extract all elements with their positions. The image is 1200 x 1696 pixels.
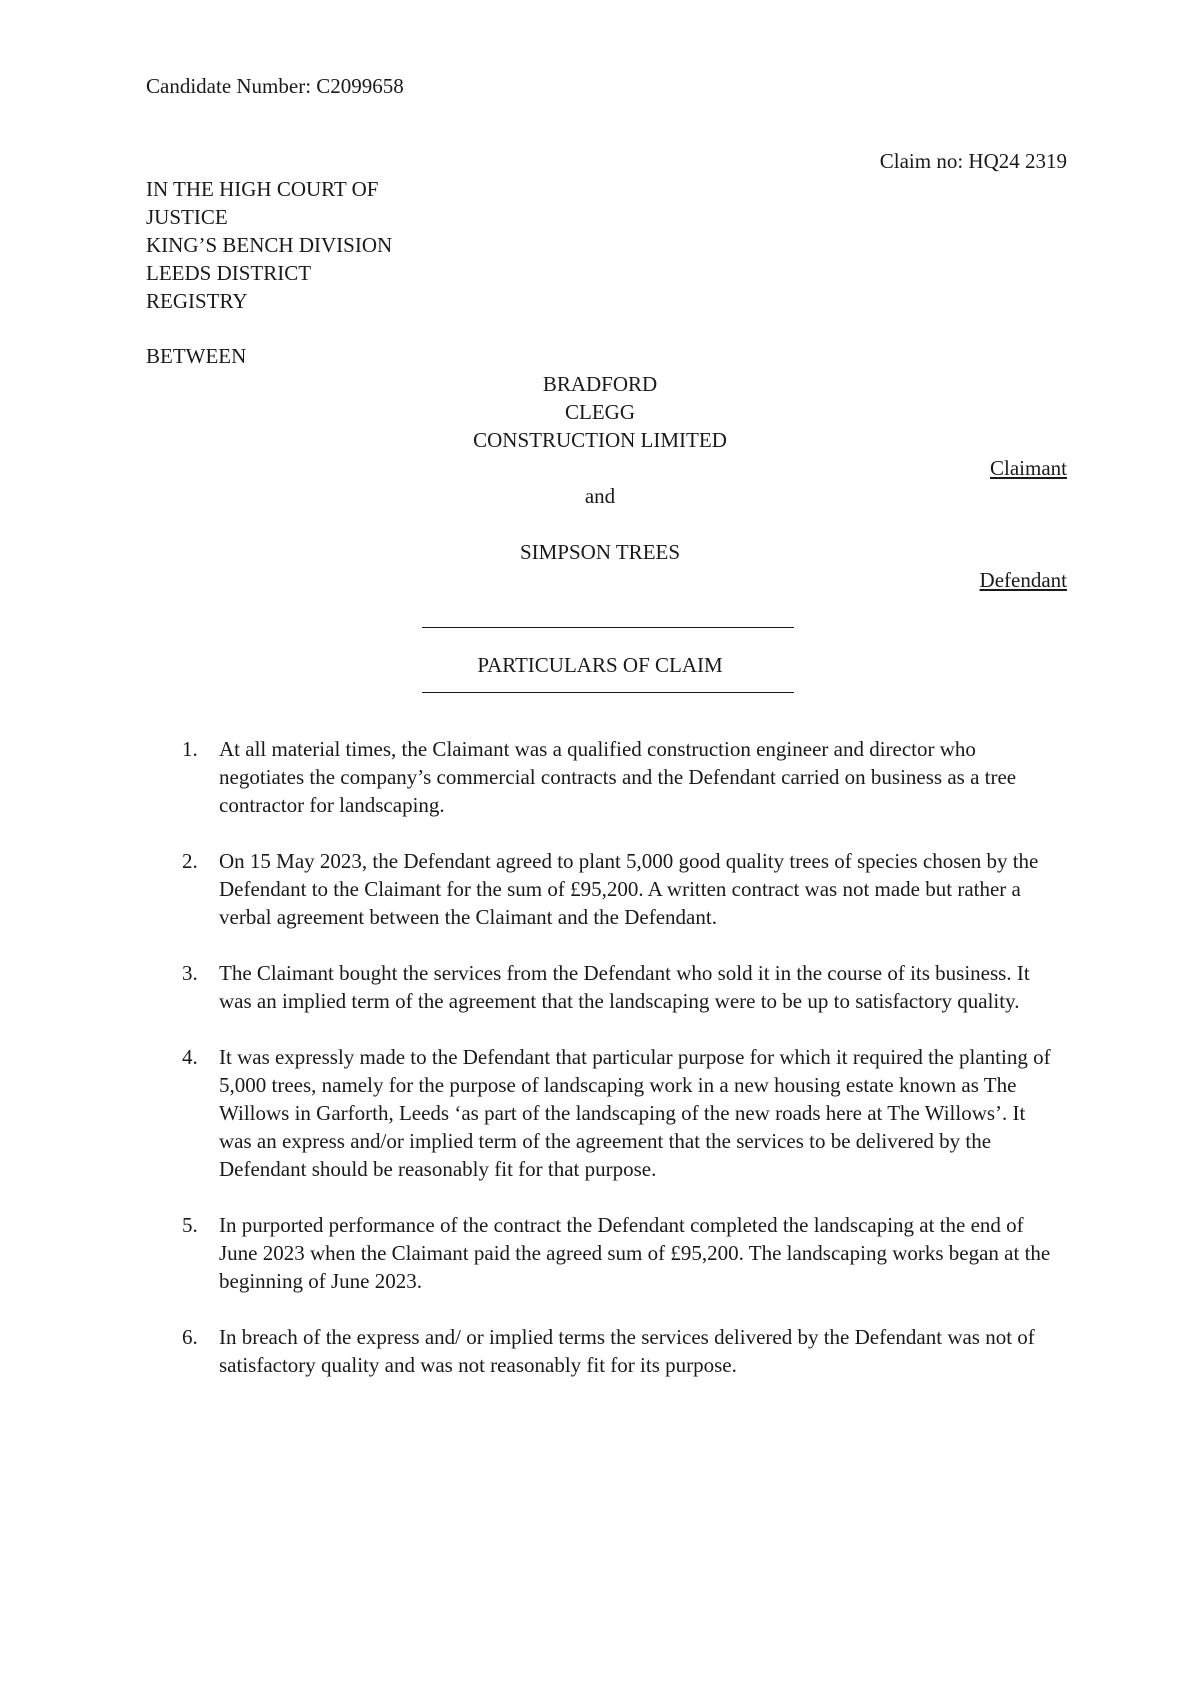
paragraph-number: 5. [182,1213,198,1237]
court-line: LEEDS DISTRICT [146,261,312,285]
court-line: JUSTICE [146,205,228,229]
paragraph-text: In breach of the express and/ or implied terms the services delivered by the Defendant was not of satisfactory quality and was not reasonably fit for its purpose. [219,1325,1035,1377]
document-title: PARTICULARS OF CLAIM [477,653,723,677]
paragraph-text: It was expressly made to the Defendant that particular purpose for which it required the planting of 5,000 trees, namely for the purpose of landscaping work in a new housing estate known as The Willows in Garforth, Leeds ‘as part of the landscaping of the new roads here at The Willows’. It was an express and/or implied term of the agreement that the services to be delivered by the Defendant should be reasonably fit for that purpose. [219,1045,1051,1181]
claimant-label: Claimant [990,456,1067,480]
and-label: and [584,484,616,508]
paragraph-text: In purported performance of the contract the Defendant completed the landscaping at the end of June 2023 when the Claimant paid the agreed sum of £95,200. The landscaping works began at the beginning of June 2023. [219,1213,1051,1293]
defendant-label: Defendant [979,568,1067,592]
list-item [146,959,1066,1015]
claimant-name-line: BRADFORD [542,372,658,396]
claimant-name [0,370,1200,454]
between-label: BETWEEN [146,344,247,368]
court-heading [146,175,446,315]
paragraph-number: 3. [182,961,198,985]
court-line: KING’S BENCH DIVISION [146,233,393,257]
paragraph-text: At all material times, the Claimant was a qualified construction engineer and director who negotiates the company’s commercial contracts and the Defendant carried on business as a tree contractor for landscaping. [219,737,1017,817]
paragraph-text: The Claimant bought the services from the Defendant who sold it in the course of its business. It was an implied term of the agreement that the landscaping were to be up to satisfactory quality. [219,961,1030,1013]
paragraph-number: 4. [182,1045,198,1069]
title-bottom-rule [422,692,794,693]
title-top-rule [422,627,794,628]
list-item [146,735,1066,819]
court-line: IN THE HIGH COURT OF [146,177,379,201]
claimant-name-line: CLEGG [565,400,635,424]
list-item [146,1211,1066,1295]
defendant-name: SIMPSON TREES [519,540,681,564]
claimant-name-line: CONSTRUCTION LIMITED [473,428,727,452]
particulars-list [146,735,1066,1407]
paragraph-text: On 15 May 2023, the Defendant agreed to plant 5,000 good quality trees of species chosen by the Defendant to the Claimant for the sum of £95,200. A written contract was not made but rather a verbal agreement between the Claimant and the Defendant. [219,849,1039,929]
list-item [146,1043,1066,1183]
list-item [146,1323,1066,1379]
court-line: REGISTRY [146,289,248,313]
paragraph-number: 1. [182,737,198,761]
paragraph-number: 2. [182,849,198,873]
list-item [146,847,1066,931]
candidate-number: Candidate Number: C2099658 [146,74,404,98]
paragraph-number: 6. [182,1325,198,1349]
claim-number: Claim no: HQ24 2319 [879,149,1067,173]
